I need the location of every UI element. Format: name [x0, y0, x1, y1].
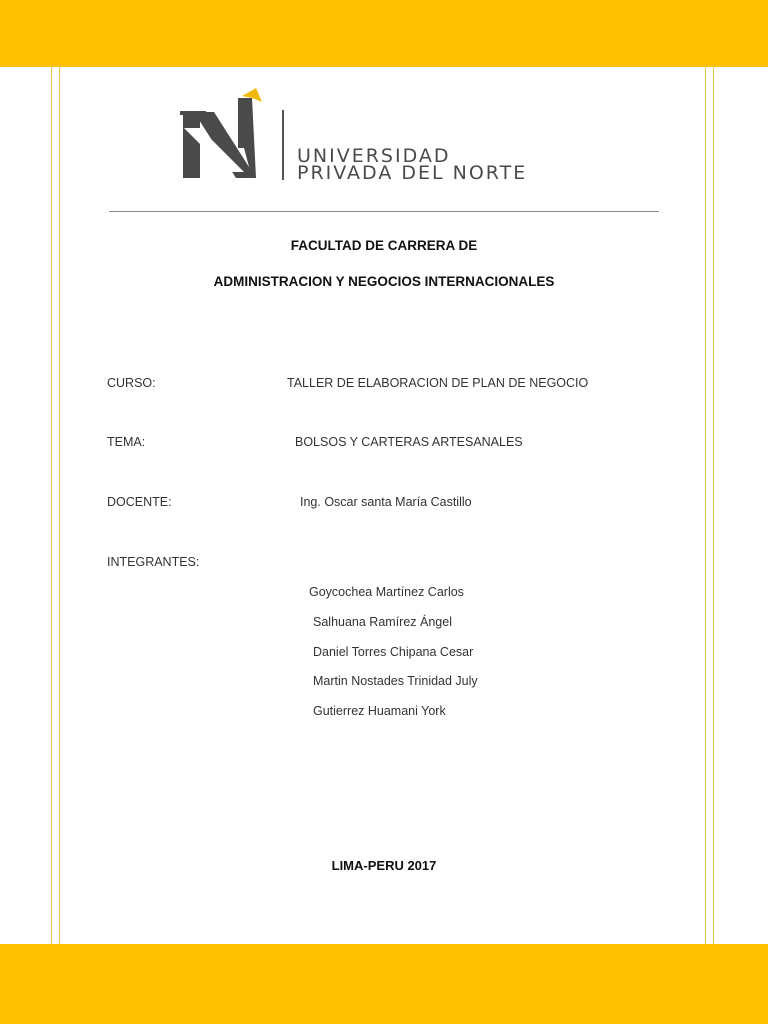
- docente-label: DOCENTE:: [107, 495, 172, 509]
- right-border-line-inner: [705, 67, 706, 944]
- curso-value: TALLER DE ELABORACION DE PLAN DE NEGOCIO: [287, 376, 589, 390]
- curso-label: CURSO:: [107, 376, 156, 390]
- top-yellow-band: [0, 0, 768, 67]
- member-name: Martin Nostades Trinidad July: [313, 674, 478, 688]
- faculty-title-line1: FACULTAD DE CARRERA DE: [290, 238, 478, 253]
- location-year: LIMA-PERU 2017: [331, 858, 437, 873]
- university-logo: [180, 86, 600, 186]
- header-divider: [109, 211, 659, 212]
- left-border-line-inner: [59, 67, 60, 944]
- member-name: Goycochea Martínez Carlos: [309, 585, 464, 599]
- upn-logo-icon: [180, 86, 280, 186]
- member-name: Salhuana Ramírez Ángel: [313, 615, 452, 629]
- university-name-line1: UNIVERSIDAD: [297, 145, 451, 167]
- docente-value: Ing. Oscar santa María Castillo: [300, 495, 472, 509]
- tema-label: TEMA:: [107, 435, 146, 449]
- left-border-line-outer: [51, 67, 52, 944]
- tema-value: BOLSOS Y CARTERAS ARTESANALES: [295, 435, 523, 449]
- member-name: Gutierrez Huamani York: [313, 704, 446, 718]
- university-name-line2: PRIVADA DEL NORTE: [297, 162, 528, 184]
- member-name: Daniel Torres Chipana Cesar: [313, 645, 474, 659]
- right-border-line-outer: [713, 67, 714, 944]
- faculty-title-line2: ADMINISTRACION Y NEGOCIOS INTERNACIONALES: [213, 274, 555, 289]
- logo-divider: [282, 110, 284, 180]
- integrantes-label: INTEGRANTES:: [107, 555, 200, 569]
- bottom-yellow-band: [0, 944, 768, 1024]
